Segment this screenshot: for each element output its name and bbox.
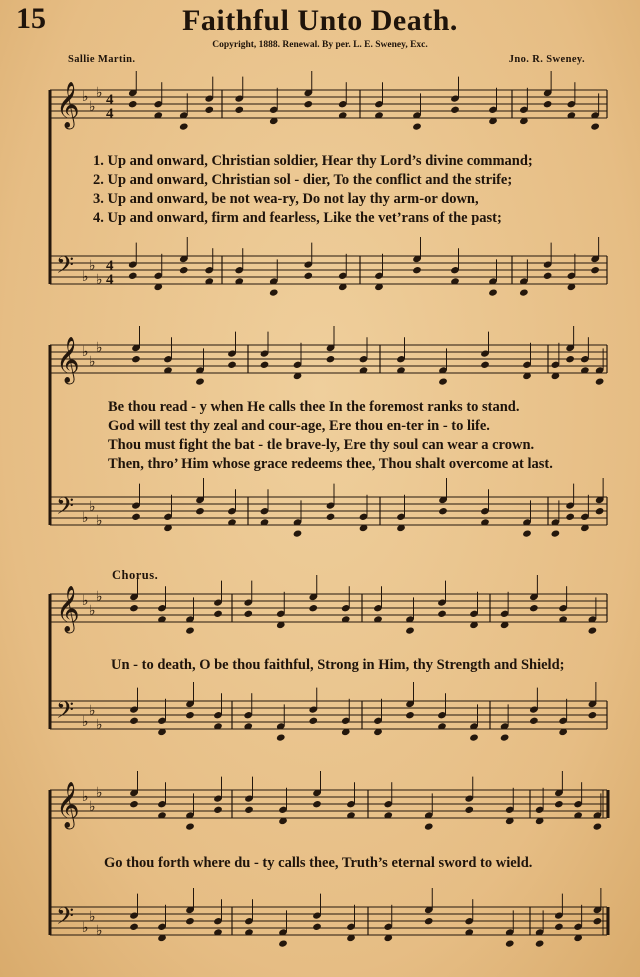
- flat-sign-icon: ♭: [82, 344, 89, 360]
- note-head: [312, 923, 322, 931]
- note-head: [129, 604, 139, 612]
- flat-sign-icon: ♭: [96, 785, 103, 801]
- note-head: [308, 717, 318, 725]
- note-head: [593, 917, 603, 925]
- bass-clef-icon: 𝄢: [56, 902, 75, 935]
- note-head: [129, 923, 139, 931]
- verse-line-7: Thou must fight the bat - tle brave-ly, Ere thy soul can wear a crown.: [108, 437, 535, 453]
- time-signature-bottom: 4: [106, 106, 114, 122]
- bass-clef-icon: 𝄢: [56, 251, 75, 284]
- note-head: [326, 513, 336, 521]
- flat-sign-icon: ♭: [82, 510, 89, 526]
- verse-line-1: 1. Up and onward, Christian soldier, Hear thy Lord’s divine command;: [93, 153, 533, 169]
- flat-sign-icon: ♭: [89, 603, 96, 619]
- note-head: [129, 800, 139, 808]
- note-head: [195, 507, 205, 515]
- note-head: [438, 377, 448, 385]
- note-head: [244, 806, 254, 814]
- note-head: [303, 100, 313, 108]
- note-head: [243, 610, 253, 618]
- verse-line-6: God will test thy zeal and cour-age, Ere thou en-ter in - to life.: [108, 418, 490, 434]
- flat-sign-icon: ♭: [96, 272, 103, 288]
- lyricist-credit: Sallie Martin.: [68, 54, 136, 65]
- note-head: [234, 106, 244, 114]
- hymn-number: 15: [16, 2, 46, 35]
- note-head: [269, 288, 279, 296]
- note-head: [554, 923, 564, 931]
- note-head: [543, 272, 553, 280]
- flat-sign-icon: ♭: [96, 513, 103, 529]
- note-head: [565, 513, 575, 521]
- bass-clef-icon: 𝄢: [56, 492, 75, 525]
- note-head: [129, 717, 139, 725]
- note-head: [437, 610, 447, 618]
- time-signature-top: 4: [106, 258, 114, 274]
- note-head: [522, 529, 532, 537]
- treble-clef-icon: 𝄞: [56, 82, 80, 128]
- note-head: [565, 355, 575, 363]
- note-head: [593, 822, 603, 830]
- note-head: [213, 806, 223, 814]
- note-head: [590, 266, 600, 274]
- time-signature-bottom: 4: [106, 272, 114, 288]
- flat-sign-icon: ♭: [82, 789, 89, 805]
- flat-sign-icon: ♭: [89, 703, 96, 719]
- note-head: [128, 100, 138, 108]
- note-head: [529, 717, 539, 725]
- note-head: [469, 733, 479, 741]
- note-head: [505, 939, 515, 947]
- bass-clef-icon: 𝄢: [56, 696, 75, 729]
- note-head: [595, 377, 605, 385]
- note-head: [424, 822, 434, 830]
- treble-clef-icon: 𝄞: [56, 782, 80, 828]
- note-head: [488, 288, 498, 296]
- note-head: [464, 806, 474, 814]
- flat-sign-icon: ♭: [89, 99, 96, 115]
- flat-sign-icon: ♭: [89, 499, 96, 515]
- treble-clef-icon: 𝄞: [56, 586, 80, 632]
- note-head: [595, 507, 605, 515]
- chorus-line-2: Go thou forth where du - ty calls thee, Truth’s eternal sword to wield.: [104, 855, 533, 871]
- hymn-title: Faithful Unto Death.: [182, 4, 458, 37]
- treble-clef-icon: 𝄞: [56, 337, 80, 383]
- note-head: [588, 626, 598, 634]
- note-head: [131, 513, 141, 521]
- note-head: [551, 529, 561, 537]
- note-head: [590, 122, 600, 130]
- note-head: [185, 917, 195, 925]
- note-head: [179, 266, 189, 274]
- note-head: [276, 733, 286, 741]
- note-head: [227, 361, 237, 369]
- flat-sign-icon: ♭: [96, 923, 103, 939]
- flat-sign-icon: ♭: [96, 717, 103, 733]
- note-head: [543, 100, 553, 108]
- note-head: [535, 939, 545, 947]
- flat-sign-icon: ♭: [82, 593, 89, 609]
- flat-sign-icon: ♭: [82, 714, 89, 730]
- verse-line-5: Be thou read - y when He calls thee In the foremost ranks to stand.: [108, 399, 520, 415]
- note-head: [185, 711, 195, 719]
- note-head: [326, 355, 336, 363]
- note-head: [438, 507, 448, 515]
- composer-credit: Jno. R. Sweney.: [508, 54, 585, 65]
- note-head: [179, 122, 189, 130]
- note-head: [480, 361, 490, 369]
- verse-line-4: 4. Up and onward, firm and fearless, Like the vet’rans of the past;: [93, 210, 502, 226]
- note-head: [293, 529, 303, 537]
- flat-sign-icon: ♭: [96, 340, 103, 356]
- note-head: [185, 822, 195, 830]
- chorus-line-1: Un - to death, O be thou faithful, Strong in Him, thy Strength and Shield;: [111, 657, 565, 673]
- note-head: [412, 266, 422, 274]
- note-head: [185, 626, 195, 634]
- note-head: [308, 604, 318, 612]
- chorus-label: Chorus.: [112, 568, 159, 582]
- note-head: [260, 361, 270, 369]
- note-head: [128, 272, 138, 280]
- note-head: [529, 604, 539, 612]
- note-head: [312, 800, 322, 808]
- note-head: [204, 106, 214, 114]
- flat-sign-icon: ♭: [89, 909, 96, 925]
- note-head: [424, 917, 434, 925]
- copyright-notice: Copyright, 1888. Renewal. By per. L. E. Sweney, Exc.: [212, 40, 428, 50]
- verse-line-8: Then, thro’ Him whose grace redeems thee, Thou shalt overcome at last.: [108, 456, 553, 472]
- flat-sign-icon: ♭: [89, 258, 96, 274]
- note-head: [412, 122, 422, 130]
- flat-sign-icon: ♭: [82, 269, 89, 285]
- note-head: [303, 272, 313, 280]
- time-signature-top: 4: [106, 92, 114, 108]
- note-head: [405, 711, 415, 719]
- note-head: [500, 733, 510, 741]
- note-head: [278, 939, 288, 947]
- flat-sign-icon: ♭: [82, 89, 89, 105]
- note-head: [450, 106, 460, 114]
- note-head: [131, 355, 141, 363]
- note-head: [405, 626, 415, 634]
- flat-sign-icon: ♭: [96, 589, 103, 605]
- note-head: [195, 377, 205, 385]
- verse-line-2: 2. Up and onward, Christian sol - dier, To the conflict and the strife;: [93, 172, 513, 188]
- flat-sign-icon: ♭: [82, 920, 89, 936]
- flat-sign-icon: ♭: [96, 85, 103, 101]
- flat-sign-icon: ♭: [89, 354, 96, 370]
- note-head: [588, 711, 598, 719]
- note-head: [213, 610, 223, 618]
- note-head: [554, 800, 564, 808]
- verse-line-3: 3. Up and onward, be not wea-ry, Do not lay thy arm-or down,: [93, 191, 479, 207]
- flat-sign-icon: ♭: [89, 799, 96, 815]
- note-head: [519, 288, 529, 296]
